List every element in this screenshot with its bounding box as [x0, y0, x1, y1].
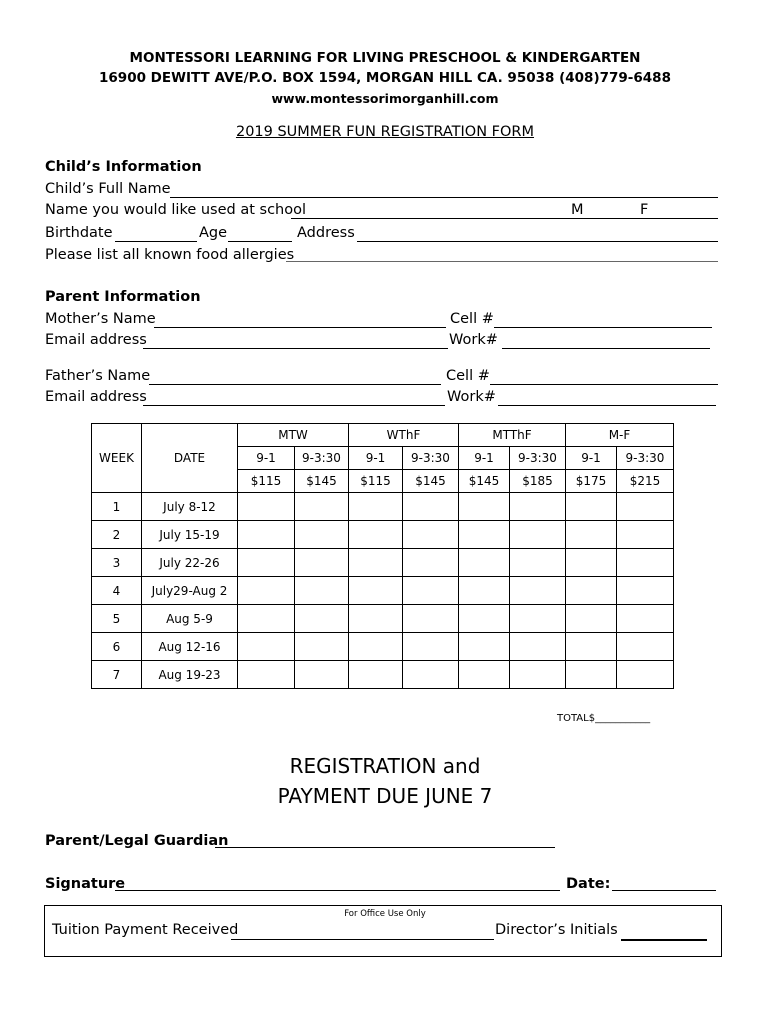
schedule-checkbox-cell[interactable]	[403, 577, 459, 605]
schedule-checkbox-cell[interactable]	[295, 521, 349, 549]
time-header: 9-3:30	[403, 447, 459, 470]
age-label: Age	[199, 225, 228, 241]
due-line-2: PAYMENT DUE JUNE 7	[277, 784, 493, 808]
mother-work-label: Work#	[449, 332, 498, 348]
allergies-label: Please list all known food allergies	[45, 247, 295, 263]
director-initials-label: Director’s Initials	[495, 922, 618, 938]
table-row	[92, 493, 674, 521]
date-field[interactable]	[612, 873, 716, 891]
schedule-checkbox-cell[interactable]	[566, 605, 617, 633]
schedule-checkbox-cell[interactable]	[349, 605, 403, 633]
table-row	[92, 549, 674, 577]
schedule-checkbox-cell[interactable]	[238, 493, 295, 521]
week-date: Aug 5-9	[142, 605, 238, 633]
allergies-field[interactable]	[286, 246, 718, 262]
school-name: MONTESSORI LEARNING FOR LIVING PRESCHOOL & KINDERGARTEN	[129, 50, 641, 66]
group-wthf-header: WThF	[349, 424, 459, 447]
father-email-label: Email address	[45, 389, 147, 405]
father-work-field[interactable]	[498, 388, 716, 406]
schedule-checkbox-cell[interactable]	[349, 661, 403, 689]
total-label[interactable]: TOTAL$___________	[557, 713, 651, 724]
schedule-checkbox-cell[interactable]	[459, 521, 510, 549]
week-date: July 15-19	[142, 521, 238, 549]
schedule-checkbox-cell[interactable]	[349, 549, 403, 577]
birthdate-field[interactable]	[115, 224, 197, 242]
schedule-checkbox-cell[interactable]	[295, 493, 349, 521]
schedule-checkbox-cell[interactable]	[295, 577, 349, 605]
schedule-checkbox-cell[interactable]	[510, 521, 566, 549]
schedule-checkbox-cell[interactable]	[617, 605, 674, 633]
schedule-checkbox-cell[interactable]	[403, 633, 459, 661]
address-label: Address	[297, 225, 355, 241]
schedule-checkbox-cell[interactable]	[403, 549, 459, 577]
guardian-field[interactable]	[215, 830, 555, 848]
date-label: Date:	[566, 876, 611, 892]
schedule-table	[91, 423, 674, 689]
price-header: $215	[617, 470, 674, 493]
schedule-checkbox-cell[interactable]	[238, 605, 295, 633]
mother-work-field[interactable]	[502, 331, 710, 349]
schedule-checkbox-cell[interactable]	[510, 549, 566, 577]
schedule-checkbox-cell[interactable]	[295, 605, 349, 633]
birthdate-label: Birthdate	[45, 225, 113, 241]
mother-email-field[interactable]	[143, 331, 448, 349]
schedule-checkbox-cell[interactable]	[238, 633, 295, 661]
schedule-checkbox-cell[interactable]	[617, 549, 674, 577]
price-header: $185	[510, 470, 566, 493]
office-use-caption: For Office Use Only	[344, 909, 426, 919]
father-cell-label: Cell #	[446, 368, 490, 384]
group-mtw-header: MTW	[238, 424, 349, 447]
schedule-checkbox-cell[interactable]	[459, 661, 510, 689]
week-date: July29-Aug 2	[142, 577, 238, 605]
address-field[interactable]	[357, 224, 718, 242]
schedule-checkbox-cell[interactable]	[617, 661, 674, 689]
time-header: 9-1	[238, 447, 295, 470]
schedule-checkbox-cell[interactable]	[617, 493, 674, 521]
week-date: July 8-12	[142, 493, 238, 521]
week-header: WEEK	[92, 424, 142, 493]
child-section-title: Child’s Information	[45, 159, 202, 175]
schedule-checkbox-cell[interactable]	[238, 549, 295, 577]
week-number: 7	[92, 661, 142, 689]
price-header: $115	[238, 470, 295, 493]
father-email-field[interactable]	[143, 388, 445, 406]
time-header: 9-3:30	[617, 447, 674, 470]
schedule-checkbox-cell[interactable]	[349, 577, 403, 605]
school-name-field[interactable]	[291, 201, 718, 219]
date-header: DATE	[142, 424, 238, 493]
school-address: 16900 DEWITT AVE/P.O. BOX 1594, MORGAN HILL CA. 95038 (408)779-6488	[99, 70, 671, 86]
due-line-1: REGISTRATION and	[289, 754, 481, 778]
week-date: July 22-26	[142, 549, 238, 577]
time-header: 9-1	[459, 447, 510, 470]
gender-f-label[interactable]: F	[640, 202, 649, 218]
time-header: 9-3:30	[510, 447, 566, 470]
schedule-checkbox-cell[interactable]	[566, 661, 617, 689]
group-mtthf-header: MTThF	[459, 424, 566, 447]
time-header: 9-1	[566, 447, 617, 470]
schedule-checkbox-cell[interactable]	[566, 549, 617, 577]
director-initials-field[interactable]	[621, 922, 707, 941]
group-mf-header: M-F	[566, 424, 674, 447]
week-number: 2	[92, 521, 142, 549]
price-header: $175	[566, 470, 617, 493]
schedule-checkbox-cell[interactable]	[238, 577, 295, 605]
father-work-label: Work#	[447, 389, 496, 405]
schedule-checkbox-cell[interactable]	[295, 661, 349, 689]
price-header: $145	[295, 470, 349, 493]
tuition-received-label: Tuition Payment Received	[52, 922, 239, 938]
schedule-checkbox-cell[interactable]	[617, 577, 674, 605]
table-row	[92, 661, 674, 689]
father-name-label: Father’s Name	[45, 368, 151, 384]
time-header: 9-3:30	[295, 447, 349, 470]
schedule-checkbox-cell[interactable]	[459, 577, 510, 605]
table-row	[92, 521, 674, 549]
schedule-checkbox-cell[interactable]	[510, 577, 566, 605]
schedule-checkbox-cell[interactable]	[459, 549, 510, 577]
child-full-name-label: Child’s Full Name	[45, 181, 171, 197]
table-row	[92, 633, 674, 661]
schedule-checkbox-cell[interactable]	[403, 661, 459, 689]
schedule-checkbox-cell[interactable]	[349, 633, 403, 661]
week-number: 5	[92, 605, 142, 633]
week-number: 6	[92, 633, 142, 661]
child-full-name-field[interactable]	[170, 180, 718, 198]
schedule-checkbox-cell[interactable]	[510, 661, 566, 689]
schedule-checkbox-cell[interactable]	[238, 661, 295, 689]
signature-field[interactable]	[115, 873, 560, 891]
schedule-checkbox-cell[interactable]	[510, 493, 566, 521]
price-header: $145	[459, 470, 510, 493]
week-number: 3	[92, 549, 142, 577]
schedule-checkbox-cell[interactable]	[510, 605, 566, 633]
school-name-label: Name you would like used at school	[45, 202, 307, 218]
schedule-checkbox-cell[interactable]	[617, 633, 674, 661]
schedule-checkbox-cell[interactable]	[617, 521, 674, 549]
school-website[interactable]: www.montessorimorganhill.com	[271, 91, 499, 106]
price-header: $145	[403, 470, 459, 493]
table-row	[92, 605, 674, 633]
form-title: 2019 SUMMER FUN REGISTRATION FORM	[235, 124, 535, 140]
schedule-checkbox-cell[interactable]	[349, 521, 403, 549]
schedule-checkbox-cell[interactable]	[566, 521, 617, 549]
mother-cell-field[interactable]	[494, 310, 712, 328]
schedule-checkbox-cell[interactable]	[459, 605, 510, 633]
parent-section-title: Parent Information	[45, 289, 201, 305]
schedule-checkbox-cell[interactable]	[510, 633, 566, 661]
table-row	[92, 577, 674, 605]
schedule-checkbox-cell[interactable]	[459, 633, 510, 661]
mother-email-label: Email address	[45, 332, 147, 348]
mother-name-label: Mother’s Name	[45, 311, 156, 327]
table-header-row	[92, 424, 674, 447]
father-name-field[interactable]	[149, 367, 441, 385]
schedule-checkbox-cell[interactable]	[238, 521, 295, 549]
mother-name-field[interactable]	[154, 310, 446, 328]
gender-m-label[interactable]: M	[571, 202, 584, 218]
schedule-checkbox-cell[interactable]	[566, 633, 617, 661]
week-number: 1	[92, 493, 142, 521]
schedule-checkbox-cell[interactable]	[403, 605, 459, 633]
schedule-checkbox-cell[interactable]	[295, 549, 349, 577]
schedule-checkbox-cell[interactable]	[566, 577, 617, 605]
schedule-checkbox-cell[interactable]	[349, 493, 403, 521]
schedule-checkbox-cell[interactable]	[403, 521, 459, 549]
father-cell-field[interactable]	[490, 367, 718, 385]
guardian-label: Parent/Legal Guardian	[45, 833, 229, 849]
week-date: Aug 19-23	[142, 661, 238, 689]
schedule-checkbox-cell[interactable]	[459, 493, 510, 521]
mother-cell-label: Cell #	[450, 311, 494, 327]
signature-label: Signature	[45, 876, 126, 892]
age-field[interactable]	[228, 224, 292, 242]
week-number: 4	[92, 577, 142, 605]
tuition-received-field[interactable]	[231, 922, 494, 940]
time-header: 9-1	[349, 447, 403, 470]
price-header: $115	[349, 470, 403, 493]
schedule-checkbox-cell[interactable]	[295, 633, 349, 661]
schedule-checkbox-cell[interactable]	[403, 493, 459, 521]
schedule-checkbox-cell[interactable]	[566, 493, 617, 521]
week-date: Aug 12-16	[142, 633, 238, 661]
